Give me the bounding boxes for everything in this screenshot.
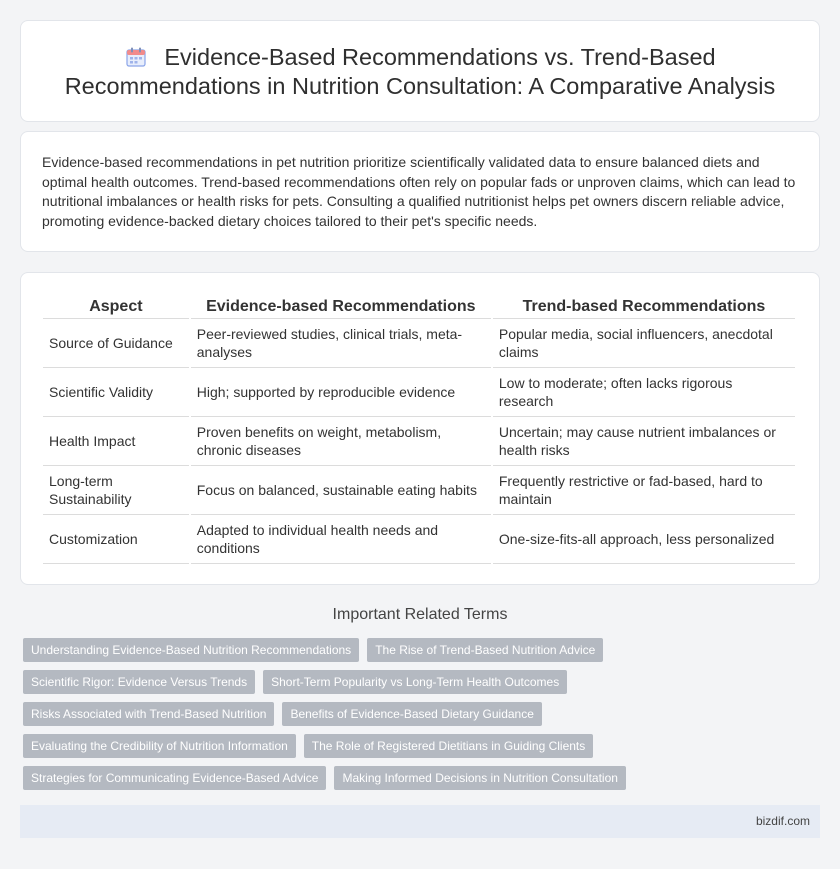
related-term-tag[interactable]: Evaluating the Credibility of Nutrition Information [23, 734, 296, 758]
row-evidence: Peer-reviewed studies, clinical trials, meta-analyses [191, 319, 491, 368]
table-header-row [43, 295, 795, 319]
title-line-2: Recommendations in Nutrition Consultation: A Comparative Analysis [64, 73, 776, 99]
related-term-tag[interactable]: Scientific Rigor: Evidence Versus Trends [23, 670, 255, 694]
tag-row [23, 670, 823, 694]
header-aspect: Aspect [43, 295, 189, 319]
row-aspect: Source of Guidance [43, 319, 189, 368]
row-evidence: Focus on balanced, sustainable eating habits [191, 466, 491, 515]
row-trend: Low to moderate; often lacks rigorous research [493, 368, 795, 417]
related-term-tag[interactable]: Short-Term Popularity vs Long-Term Health Outcomes [263, 670, 567, 694]
header-evidence-based: Evidence-based Recommendations [191, 295, 491, 319]
title-line-1: Evidence-Based Recommendations vs. Trend-Based [164, 44, 716, 70]
table-row [43, 417, 795, 466]
tag-row [23, 766, 823, 790]
related-term-tag[interactable]: The Rise of Trend-Based Nutrition Advice [367, 638, 603, 662]
related-term-tag[interactable]: Risks Associated with Trend-Based Nutrition [23, 702, 274, 726]
related-term-tag[interactable]: Benefits of Evidence-Based Dietary Guidance [282, 702, 541, 726]
table-row [43, 466, 795, 515]
header-trend-based: Trend-based Recommendations [493, 295, 795, 319]
row-evidence: High; supported by reproducible evidence [191, 368, 491, 417]
row-aspect: Health Impact [43, 417, 189, 466]
related-term-tag[interactable]: Making Informed Decisions in Nutrition Consultation [334, 766, 625, 790]
header-card [20, 20, 820, 122]
tag-row [23, 734, 823, 758]
tag-row [23, 702, 823, 726]
intro-text: Evidence-based recommendations in pet nutrition prioritize scientifically validated data to ensure balanced diets and optimal health outcomes. Trend-based recommendations often rely on popular fads or unproven claims, which can lead to nutritional imbalances or health risks for pets. Consulting a qualified nutritionist helps pet owners discern reliable advice, promoting evidence-backed dietary choices tailored to their pet's specific needs. [42, 154, 796, 229]
row-evidence: Proven benefits on weight, metabolism, chronic diseases [191, 417, 491, 466]
row-evidence: Adapted to individual health needs and conditions [191, 515, 491, 564]
related-terms-title: Important Related Terms [332, 606, 508, 623]
row-trend: Frequently restrictive or fad-based, hard to maintain [493, 466, 795, 515]
comparison-table [41, 295, 797, 564]
row-trend: Popular media, social influencers, anecdotal claims [493, 319, 795, 368]
table-row [43, 319, 795, 368]
footer [20, 805, 820, 838]
intro-card [20, 131, 820, 252]
calendar-icon [124, 45, 148, 69]
row-trend: Uncertain; may cause nutrient imbalances or health risks [493, 417, 795, 466]
row-trend: One-size-fits-all approach, less personalized [493, 515, 795, 564]
page-title [41, 43, 799, 101]
tag-row [23, 638, 823, 662]
related-term-tag[interactable]: Strategies for Communicating Evidence-Based Advice [23, 766, 326, 790]
row-aspect: Scientific Validity [43, 368, 189, 417]
footer-brand-link[interactable]: bizdif.com [755, 814, 810, 828]
row-aspect: Customization [43, 515, 189, 564]
row-aspect: Long-term Sustainability [43, 466, 189, 515]
related-terms-list [23, 638, 823, 798]
table-row [43, 368, 795, 417]
comparison-table-card [20, 272, 820, 585]
table-row [43, 515, 795, 564]
related-term-tag[interactable]: The Role of Registered Dietitians in Guiding Clients [304, 734, 593, 758]
related-term-tag[interactable]: Understanding Evidence-Based Nutrition Recommendations [23, 638, 359, 662]
